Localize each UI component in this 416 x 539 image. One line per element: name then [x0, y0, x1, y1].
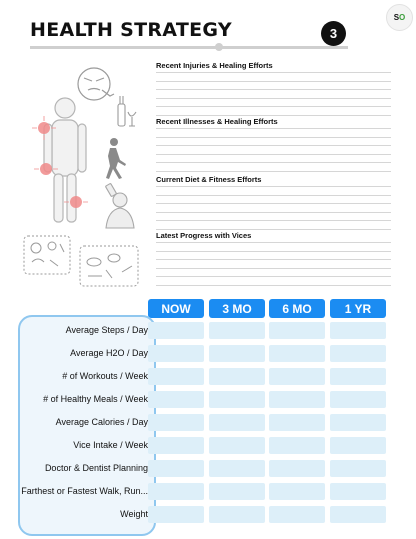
note-section-vices[interactable]	[156, 231, 391, 293]
note-section-injuries[interactable]	[156, 61, 391, 123]
column-header-3mo: 3 MO	[209, 299, 265, 318]
input-cell[interactable]	[330, 437, 386, 454]
input-cell[interactable]	[148, 322, 204, 339]
input-cell[interactable]	[148, 414, 204, 431]
writing-line	[156, 137, 391, 138]
writing-line	[156, 145, 391, 146]
input-cell[interactable]	[330, 460, 386, 477]
writing-line	[156, 212, 391, 213]
note-label: Latest Progress with Vices	[156, 231, 252, 240]
input-cell[interactable]	[148, 506, 204, 523]
input-cell[interactable]	[269, 483, 325, 500]
input-cell[interactable]	[269, 322, 325, 339]
row-label-doctor-dentist: Doctor & Dentist Planning	[44, 463, 148, 473]
writing-line	[156, 220, 391, 221]
row-label-vice-intake: Vice Intake / Week	[73, 440, 148, 450]
input-cell[interactable]	[148, 483, 204, 500]
writing-line	[156, 81, 391, 82]
input-cell[interactable]	[269, 345, 325, 362]
row-label-workouts: # of Workouts / Week	[62, 371, 148, 381]
input-cell[interactable]	[209, 322, 265, 339]
brand-logo	[386, 4, 413, 31]
page-title: HEALTH STRATEGY	[30, 19, 232, 41]
input-cell[interactable]	[209, 391, 265, 408]
input-cell[interactable]	[148, 437, 204, 454]
input-cell[interactable]	[148, 460, 204, 477]
row-label-calories: Average Calories / Day	[55, 417, 148, 427]
healthy-food-icon	[24, 236, 70, 274]
writing-line	[156, 251, 391, 252]
note-section-diet-fitness[interactable]	[156, 175, 391, 237]
input-cell[interactable]	[330, 414, 386, 431]
row-label-healthy-meals: # of Healthy Meals / Week	[43, 394, 148, 404]
junk-food-icon	[80, 246, 138, 286]
drinking-water-icon	[105, 183, 134, 228]
writing-line	[156, 89, 391, 90]
writing-line	[156, 98, 391, 99]
writing-line	[156, 106, 391, 107]
writing-line	[156, 276, 391, 277]
input-cell[interactable]	[330, 391, 386, 408]
health-illustration	[22, 62, 144, 290]
input-cell[interactable]	[330, 322, 386, 339]
input-cell[interactable]	[209, 506, 265, 523]
input-cell[interactable]	[209, 368, 265, 385]
walking-person-icon	[106, 138, 126, 179]
row-label-weight: Weight	[120, 509, 148, 519]
input-cell[interactable]	[269, 391, 325, 408]
input-cell[interactable]	[269, 437, 325, 454]
input-cell[interactable]	[330, 506, 386, 523]
note-section-illnesses[interactable]	[156, 117, 391, 179]
note-label: Recent Illnesses & Healing Efforts	[156, 117, 278, 126]
column-header-now: NOW	[148, 299, 204, 318]
title-divider-knob	[215, 43, 223, 51]
writing-line	[156, 259, 391, 260]
writing-line	[156, 154, 391, 155]
writing-line	[156, 242, 391, 243]
writing-line	[156, 285, 391, 286]
section-number-badge: 3	[321, 21, 346, 46]
note-label: Recent Injuries & Healing Efforts	[156, 61, 273, 70]
column-header-1yr: 1 YR	[330, 299, 386, 318]
writing-line	[156, 72, 391, 73]
input-cell[interactable]	[269, 506, 325, 523]
wine-bottle-icon	[118, 96, 136, 126]
note-label: Current Diet & Fitness Efforts	[156, 175, 262, 184]
input-cell[interactable]	[209, 345, 265, 362]
input-cell[interactable]	[209, 437, 265, 454]
writing-line	[156, 171, 391, 172]
writing-line	[156, 268, 391, 269]
writing-line	[156, 229, 391, 230]
input-cell[interactable]	[209, 414, 265, 431]
input-cell[interactable]	[269, 368, 325, 385]
input-cell[interactable]	[330, 345, 386, 362]
writing-line	[156, 162, 391, 163]
brand-logo-letter-s: S	[393, 13, 400, 22]
row-label-steps: Average Steps / Day	[65, 325, 148, 335]
input-cell[interactable]	[269, 460, 325, 477]
input-cell[interactable]	[148, 345, 204, 362]
input-cell[interactable]	[330, 483, 386, 500]
writing-line	[156, 186, 391, 187]
column-header-6mo: 6 MO	[269, 299, 325, 318]
input-cell[interactable]	[148, 368, 204, 385]
input-cell[interactable]	[330, 368, 386, 385]
input-cell[interactable]	[209, 483, 265, 500]
input-cell[interactable]	[269, 414, 325, 431]
row-label-walk-run: Farthest or Fastest Walk, Run...	[21, 486, 148, 496]
input-cell[interactable]	[209, 460, 265, 477]
writing-line	[156, 115, 391, 116]
brand-logo-letter-o: O	[399, 13, 406, 22]
writing-line	[156, 203, 391, 204]
writing-line	[156, 195, 391, 196]
writing-line	[156, 128, 391, 129]
input-cell[interactable]	[148, 391, 204, 408]
head-pain-icon	[78, 68, 114, 100]
title-divider	[30, 46, 348, 49]
row-label-h2o: Average H2O / Day	[70, 348, 148, 358]
